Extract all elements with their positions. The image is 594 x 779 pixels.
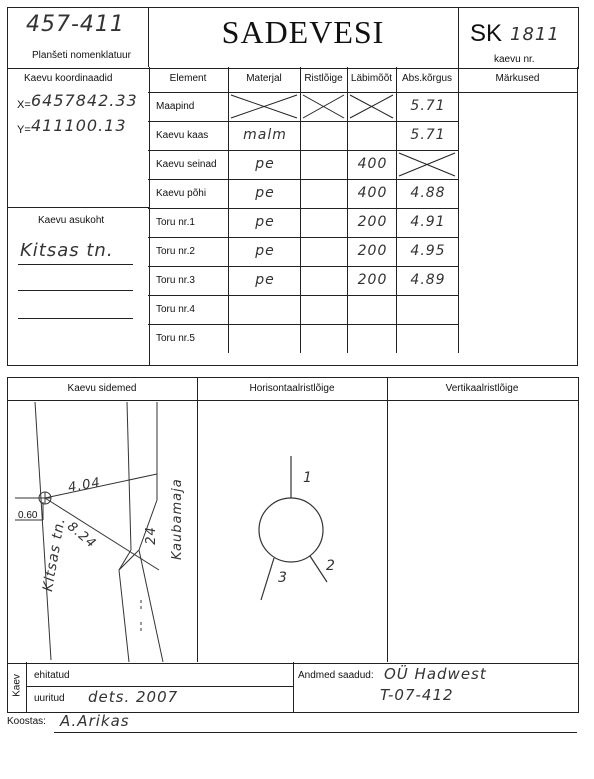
- author-value: A.Arikas: [60, 712, 130, 730]
- row-5-element: Toru nr.1: [156, 217, 195, 228]
- y-value: 411100.13: [31, 116, 127, 135]
- row-5-diameter: 200: [357, 214, 388, 230]
- data-source-value-2: T-07-412: [380, 686, 454, 704]
- row-7-abs-height: 4.89: [410, 272, 446, 288]
- well-label: kaevu nr.: [494, 54, 535, 65]
- row-6-abs-height: 4.95: [410, 243, 446, 259]
- row-5-abs-height: 4.91: [410, 214, 446, 230]
- column-header-notes: Märkused: [495, 73, 540, 84]
- horizontal-section-sketch: [197, 400, 387, 662]
- dim-top-label: 4.04: [66, 475, 103, 496]
- links-title: Kaevu sidemed: [67, 383, 137, 394]
- house-label: Kaubamaja: [170, 478, 185, 560]
- row-4-material: pe: [255, 185, 275, 201]
- x-value: 6457842.33: [31, 91, 138, 110]
- coords-label: Kaevu koordinaadid: [24, 73, 113, 84]
- crossed-out-cell: [396, 150, 458, 179]
- row-6-material: pe: [255, 243, 275, 259]
- dim-diag-label: 8.24: [64, 519, 99, 552]
- data-source-label: Andmed saadud:: [298, 670, 374, 681]
- row-2-material: malm: [243, 127, 287, 143]
- pipe-3-label: 3: [278, 570, 288, 586]
- crossed-out-cell: [347, 92, 396, 121]
- pipe-1-label: 1: [303, 470, 313, 486]
- crossed-out-cell: [300, 92, 347, 121]
- horizontal-title: Horisontaalristlõige: [249, 383, 335, 394]
- surveyed-label: uuritud: [34, 693, 65, 704]
- row-4-abs-height: 4.88: [410, 185, 446, 201]
- location-label: Kaevu asukoht: [38, 215, 105, 226]
- dim-vert-label: 24: [143, 526, 159, 545]
- row-6-diameter: 200: [357, 243, 388, 259]
- row-7-diameter: 200: [357, 272, 388, 288]
- row-5-material: pe: [255, 214, 275, 230]
- row-3-element: Kaevu seinad: [156, 159, 217, 170]
- side-label: Kaev: [11, 674, 23, 697]
- row-6-element: Toru nr.2: [156, 246, 195, 257]
- well-number: 1811: [510, 24, 560, 45]
- form-title: SADEVESI: [221, 14, 385, 50]
- nomenclature-value: 457-411: [26, 12, 125, 37]
- vertical-title: Vertikaalristlõige: [445, 383, 519, 394]
- well-links-sketch: [7, 400, 197, 662]
- row-8-element: Toru nr.4: [156, 304, 195, 315]
- row-7-element: Toru nr.3: [156, 275, 195, 286]
- row-4-diameter: 400: [357, 185, 388, 201]
- row-7-material: pe: [255, 272, 275, 288]
- column-header-abs-height: Abs.kõrgus: [401, 73, 453, 84]
- dim-left-label: 0.60: [18, 510, 38, 521]
- row-3-diameter: 400: [357, 156, 388, 172]
- surveyed-value: dets. 2007: [88, 688, 179, 706]
- row-4-element: Kaevu põhi: [156, 188, 207, 199]
- row-1-element: Maapind: [156, 101, 195, 112]
- row-3-material: pe: [255, 156, 275, 172]
- location-value: Kitsas tn.: [20, 240, 114, 261]
- street-label: Kitsas tn.: [40, 516, 69, 593]
- built-label: ehitatud: [34, 670, 70, 681]
- nomenclature-label: Planšeti nomenklatuur: [32, 50, 131, 61]
- row-9-element: Toru nr.5: [156, 333, 195, 344]
- data-source-value-1: OÜ Hadwest: [384, 665, 487, 683]
- author-label: Koostas:: [7, 716, 46, 727]
- well-prefix: SK: [470, 20, 503, 47]
- x-label: X=: [17, 99, 31, 111]
- crossed-out-cell: [228, 92, 300, 121]
- column-header-diameter: Läbimõõt: [350, 73, 393, 84]
- column-header-cross-section: Ristlõige: [304, 73, 343, 84]
- row-2-element: Kaevu kaas: [156, 130, 209, 141]
- column-header-element: Element: [169, 73, 207, 84]
- y-label: Y=: [17, 124, 31, 136]
- column-header-material: Materjal: [246, 73, 282, 84]
- row-2-abs-height: 5.71: [410, 127, 446, 143]
- pipe-2-label: 2: [326, 558, 336, 574]
- row-1-abs-height: 5.71: [410, 98, 446, 114]
